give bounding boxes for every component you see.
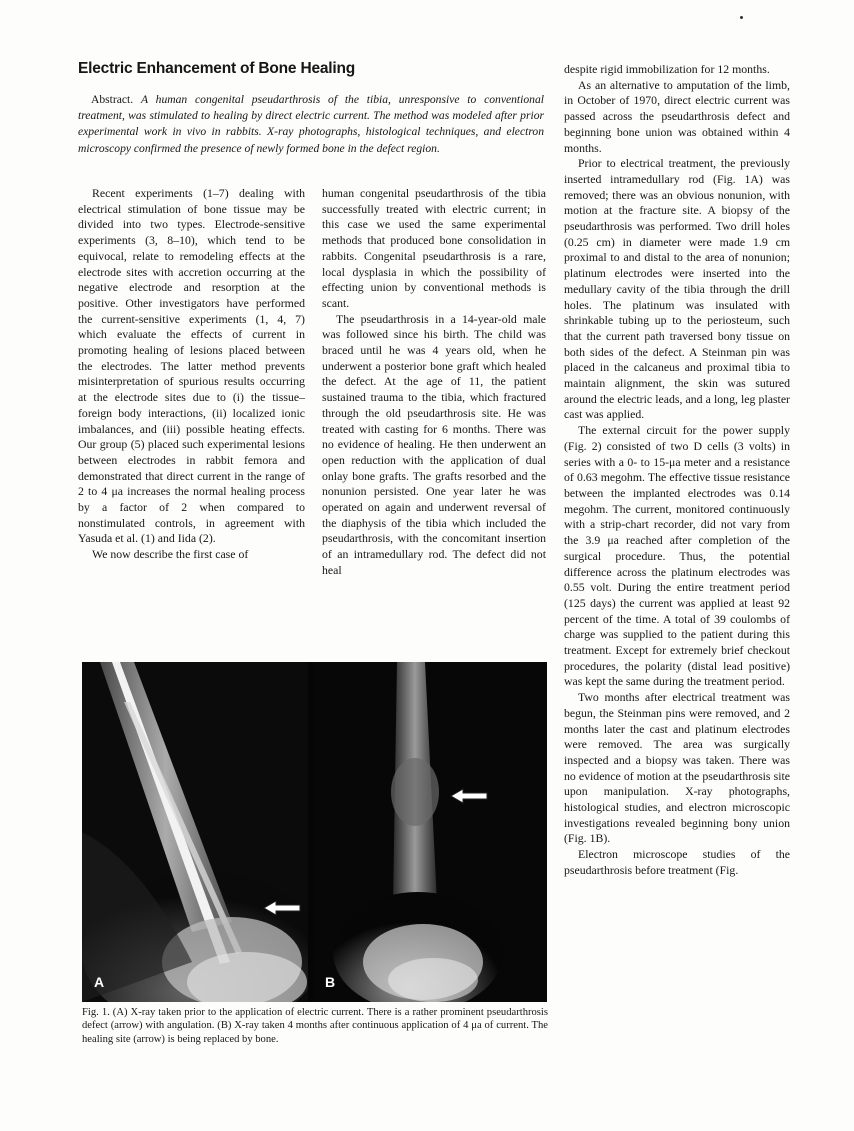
figure-caption: Fig. 1. (A) X-ray taken prior to the application of electric current. There is a rather prominent pseudarthrosis defect (arrow) with angulation. (B) X-ray taken 4 months after continuous application of 4 μa of current. The healing site (arrow) is being replaced by bone.: [82, 1007, 548, 1045]
abstract-label: Abstract.: [91, 93, 134, 106]
paragraph: despite rigid immobilization for 12 months.: [564, 62, 770, 76]
paragraph: As an alternative to amputation of the limb, in October of 1970, direct electric current was passed across the pseudarthrosis defect and beginning bone union was obtained within 4 months.: [564, 77, 790, 155]
column-2: [322, 186, 546, 579]
abstract-text: A human congenital pseudarthrosis of the tibia, unresponsive to conventional treatment, was stimulated to healing by direct electric current. The method was modeled after prior experimental work in vivo in rabbits. X-ray photographs, histological techniques, and electron microscopy confirmed the presence of newly formed bone in the defect region.: [78, 93, 544, 155]
article-title: Electric Enhancement of Bone Healing: [78, 60, 356, 77]
panel-label-b: B: [325, 974, 336, 990]
paragraph: The external circuit for the power supply (Fig. 2) consisted of two D cells (3 volts) in series with a 0- to 15-μa meter and a resistance of 0.63 megohm. The effective tissue resistance between the implanted electrodes was 0.14 megohm. The current, monitored continuously with a strip-chart recorder, did not vary from the 3.9 μa reached after completion of the surgical procedure. Thus, the potential difference across the platinum electrodes was 0.55 volt. During the entire treatment period (125 days) the current was applied at least 92 percent of the time. A total of 39 coulombs of charge was supplied to the patient during this treatment. Except for extremely brief checkout procedures, the polarity (distal lead positive) was kept the same during the treatment period.: [564, 423, 790, 689]
panel-label-a: A: [94, 974, 105, 990]
arrow-icon: [449, 788, 489, 804]
paragraph: Prior to electrical treatment, the previously inserted intramedullary rod (Fig. 1A) was removed; there was an obvious nonunion, with motion at the fracture site. A biopsy of the pseudarthrosis was performed. Two drill holes (0.25 cm) in diameter were made 1.9 cm proximal to and distal to the area of nonunion; platinum electrodes were inserted into the medullary cavity of the tibia through the drill holes. The platinum was insulated with shrinkable tubing up to the periosteum, such that the current path traversed bony tissue on both sides of the defect. A Steinman pin was placed in the calcaneus and proximal tibia to maintain alignment, the skin was sutured around the electric leads, and a long, leg plaster cast was applied.: [564, 156, 790, 422]
print-speck: [740, 16, 743, 19]
arrow-icon: [262, 900, 302, 916]
column-1: [78, 186, 305, 563]
column-3: [564, 62, 790, 879]
paragraph: The pseudarthrosis in a 14-year-old male was followed since his birth. The child was braced until he was 4 years old, when he underwent a posterior bone graft which healed the defect. At the age of 11, the patient sustained trauma to the tibia, which fractured through the old pseudarthrosis site. He was treated with casting for 6 months. There was no evidence of healing. He then underwent an open reduction with the application of dual onlay bone grafts. The grafts resorbed and the nonunion persisted. One year later he was operated on again and underwent reversal of the diaphysis of the tibia which included the pseudarthrosis, with the concomitant insertion of an intramedullary rod. The defect did not heal: [322, 311, 546, 577]
paragraph: We now describe the first case of: [92, 547, 249, 562]
paragraph: Recent experiments (1–7) dealing with electrical stimulation of bone tissue may be divided into two types. Electrode-sensitive experiments (3, 8–10), which tend to be equivocal, relate to remodeling effects at the electrode sites with accretion occurring at the negative electrode and resorption at the positive. Other investigators have performed the current-sensitive experiments (1, 4, 7) which evaluate the effects of current in promoting healing of lesions placed between the electrodes. The latter method prevents misinterpretation of spurious results occurring at the electrode sites due to (i) the tissue–foreign body interactions, (ii) localized ionic imbalances, and (iii) possible heating effects. Our group (5) placed such experimental lesions between electrodes in rabbit femora and demonstrated that direct current in the range of 2 to 4 μa increases the normal healing process by a factor of 2 when compared to nonstimulated controls, in agreement with Yasuda et al. (1) and Iida (2).: [78, 186, 305, 546]
xray-b-image: [313, 662, 547, 1002]
paragraph: Two months after electrical treatment was begun, the Steinman pins were removed, and 2 months later the cast and platinum electrodes were removed. The area was surgically inspected and a biopsy was taken. There was no evidence of motion at the pseudarthrosis site upon manipulation. X-ray photographs, histological studies, and electron microscopic investigations revealed beginning bony union (Fig. 1B).: [564, 690, 790, 846]
figure-1: [82, 662, 547, 1002]
paragraph: Electron microscope studies of the pseudarthrosis before treatment (Fig.: [564, 847, 790, 877]
xray-a-image: [82, 662, 308, 1002]
xray-panel-a: [82, 662, 308, 1002]
xray-panel-b: [313, 662, 547, 1002]
abstract: [78, 92, 544, 157]
paragraph: human congenital pseudarthrosis of the tibia successfully treated with electric current; in this case we used the same experimental methods that produced bone consolidation in rabbits. Congenital pseudarthrosis is a rare, local dysplasia in which the possibility of effecting union by conventional methods is scant.: [322, 186, 546, 310]
